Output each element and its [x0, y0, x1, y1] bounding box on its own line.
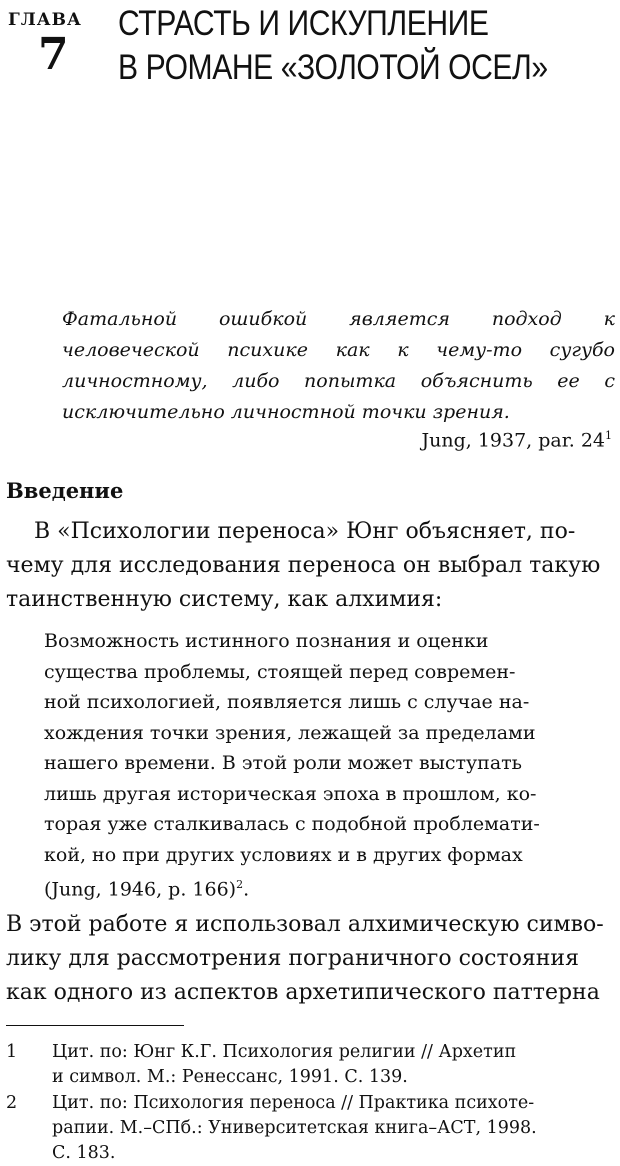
quote-line: существа проблемы, стоящей перед современ- — [44, 660, 516, 683]
body-paragraph — [6, 908, 616, 1010]
text-line: В этой работе я использовал алхимическую симво- — [6, 912, 604, 937]
footnote-line: С. 183. — [52, 1143, 116, 1163]
text-line: лику для рассмотрения пограничного состояния — [6, 946, 579, 971]
footnote-text — [52, 1040, 516, 1090]
epigraph-text: Фатальной ошибкой является подход к человеческой психике как к чему-то сугубо личностному, либо попытка объяснить ее с исключительно личностной точки зрения. — [62, 308, 615, 423]
quote-line: нашего времени. В этой роли может выступать — [44, 752, 523, 774]
footnote-ref-1: 1 — [605, 429, 612, 442]
text-line: В «Психологии переноса» Юнг объясняет, по- — [6, 519, 576, 544]
quote-line: торая уже сталкивалась с подобной проблемати- — [44, 813, 540, 835]
quote-line: хождения точки зрения, лежащей за пределами — [44, 721, 536, 744]
footnote-ref-2: 2 — [236, 878, 244, 891]
footnote-line: Цит. по: Психология переноса // Практика психоте- — [52, 1093, 535, 1113]
epigraph-source — [421, 429, 612, 451]
intro-paragraph — [6, 515, 614, 617]
chapter-title — [118, 2, 548, 90]
footnote-divider — [6, 1025, 184, 1026]
section-heading: Введение — [6, 478, 124, 503]
quote-line: ной психологией, появляется лишь с случае на- — [44, 691, 530, 713]
quote-line: кой, но при других условиях и в других формах — [44, 843, 523, 866]
quote-line-last — [44, 870, 616, 905]
footnote-line: и символ. М.: Ренессанс, 1991. С. 139. — [52, 1067, 408, 1087]
chapter-number: 7 — [38, 29, 69, 80]
text-line: как одного из аспектов архетипического паттерна — [6, 980, 600, 1005]
footnote-line: Цит. по: Юнг К.Г. Психология религии // Архетип — [52, 1042, 517, 1062]
epigraph-source-text: Jung, 1937, par. 24 — [421, 429, 605, 452]
text-line: таинственную систему, как алхимия: — [6, 587, 443, 612]
chapter-label: ГЛАВА — [8, 10, 82, 30]
footnote-number: 1 — [6, 1042, 18, 1062]
quote-line: Возможность истинного познания и оценки — [44, 630, 489, 652]
quote-citation: (Jung, 1946, p. 166) — [44, 878, 237, 901]
block-quote — [44, 626, 616, 905]
text-line: чему для исследования переноса он выбрал такую — [6, 553, 601, 578]
footnote-text — [52, 1091, 537, 1166]
chapter-title-line-1: СТРАСТЬ И ИСКУПЛЕНИЕ — [118, 4, 489, 43]
quote-end: . — [243, 878, 250, 901]
footnote-line: рапии. М.–СПб.: Университетская книга–АСТ, 1998. — [52, 1118, 537, 1138]
footnote-number: 2 — [6, 1093, 18, 1113]
quote-line: лишь другая историческая эпоха в прошлом, ко- — [44, 782, 537, 805]
chapter-title-line-2: В РОМАНЕ «ЗОЛОТОЙ ОСЕЛ» — [118, 48, 548, 87]
